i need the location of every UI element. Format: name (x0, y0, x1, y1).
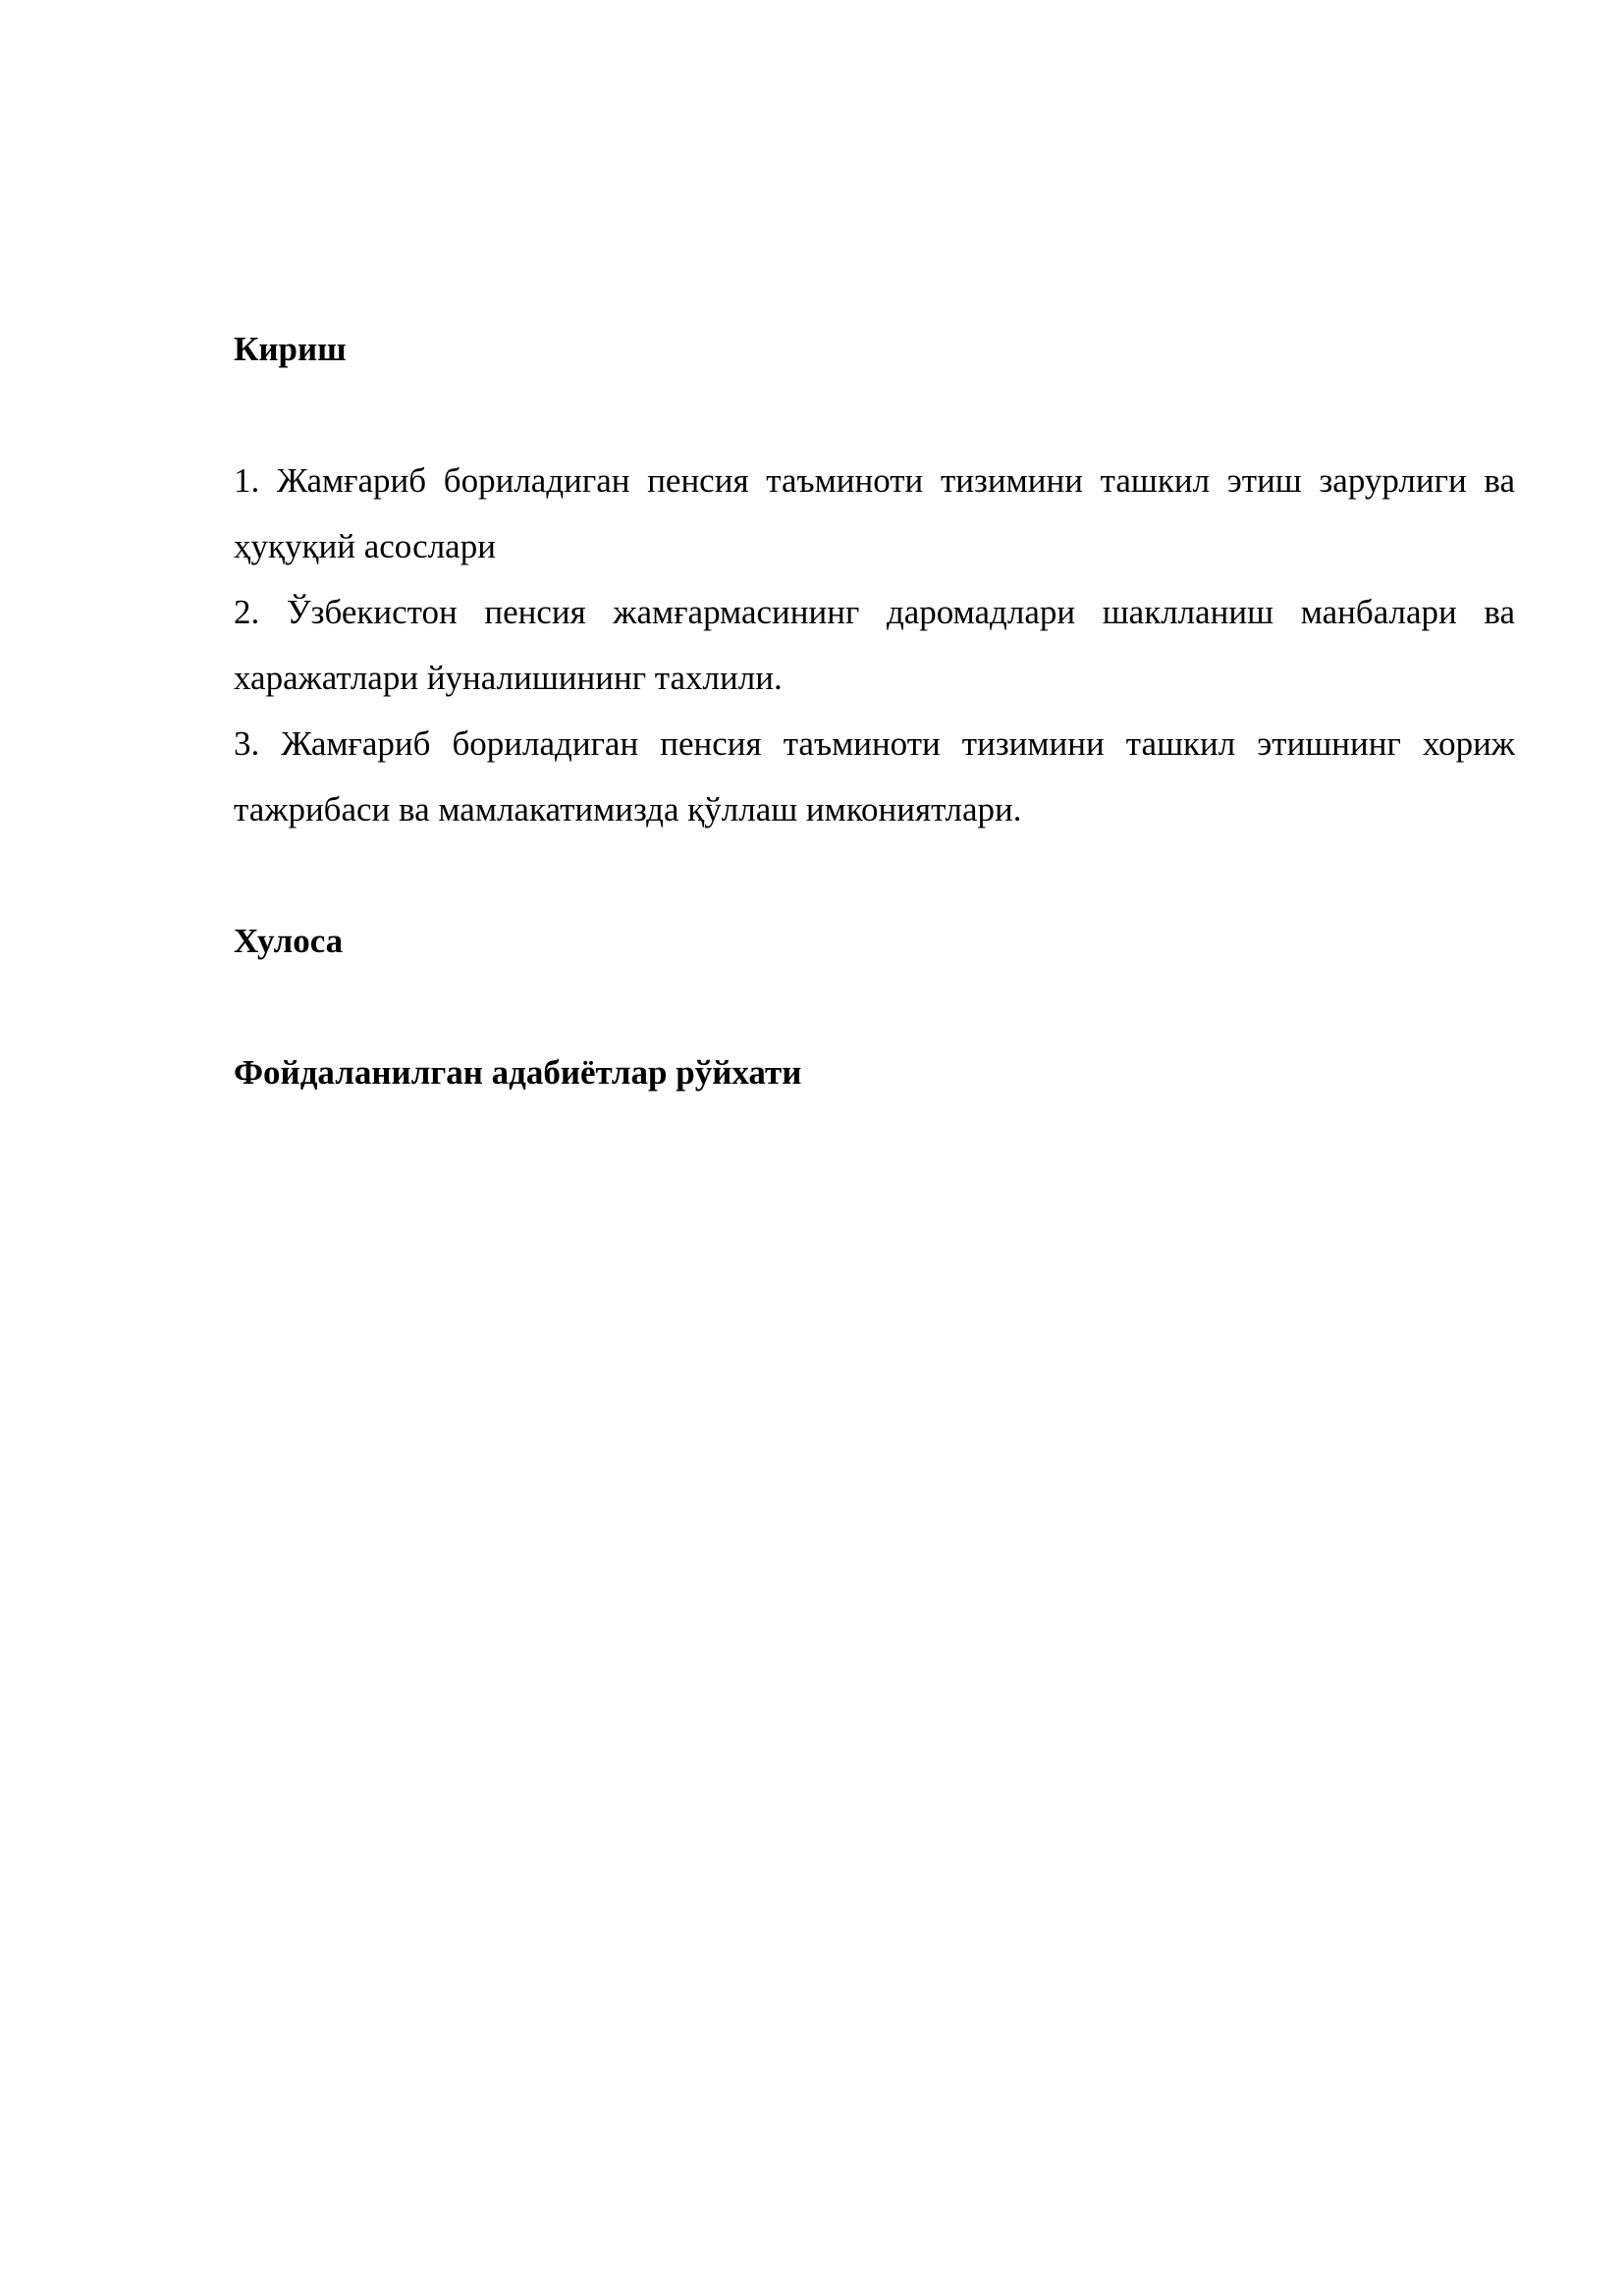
toc-item-text: Жамғариб бориладиган пенсия таъминоти тизимини ташкил этиш зарурлиги ва ҳуқуқий асослари (234, 461, 1515, 565)
toc-item-number: 1. (234, 461, 260, 500)
table-of-contents (234, 316, 1515, 1105)
references-heading: Фойдаланилган адабиётлар рўйхати (234, 1053, 802, 1092)
conclusion-heading: Хулоса (234, 922, 344, 960)
intro-heading: Кириш (234, 330, 347, 368)
toc-item-2 (234, 579, 1515, 711)
toc-item-text: Жамғариб бориладиган пенсия таъминоти тизимини ташкил этишнинг хориж тажрибаси ва мамлакатимизда қўллаш имкониятлари. (234, 724, 1515, 828)
toc-item-number: 2. (234, 593, 260, 631)
toc-list (234, 448, 1515, 842)
toc-item-1 (234, 448, 1515, 579)
toc-item-3 (234, 711, 1515, 842)
toc-item-text: Ўзбекистон пенсия жамғармасининг даромадлари шаклланиш манбалари ва харажатлари йуналишининг тахлили. (234, 593, 1516, 697)
toc-item-number: 3. (234, 724, 260, 763)
